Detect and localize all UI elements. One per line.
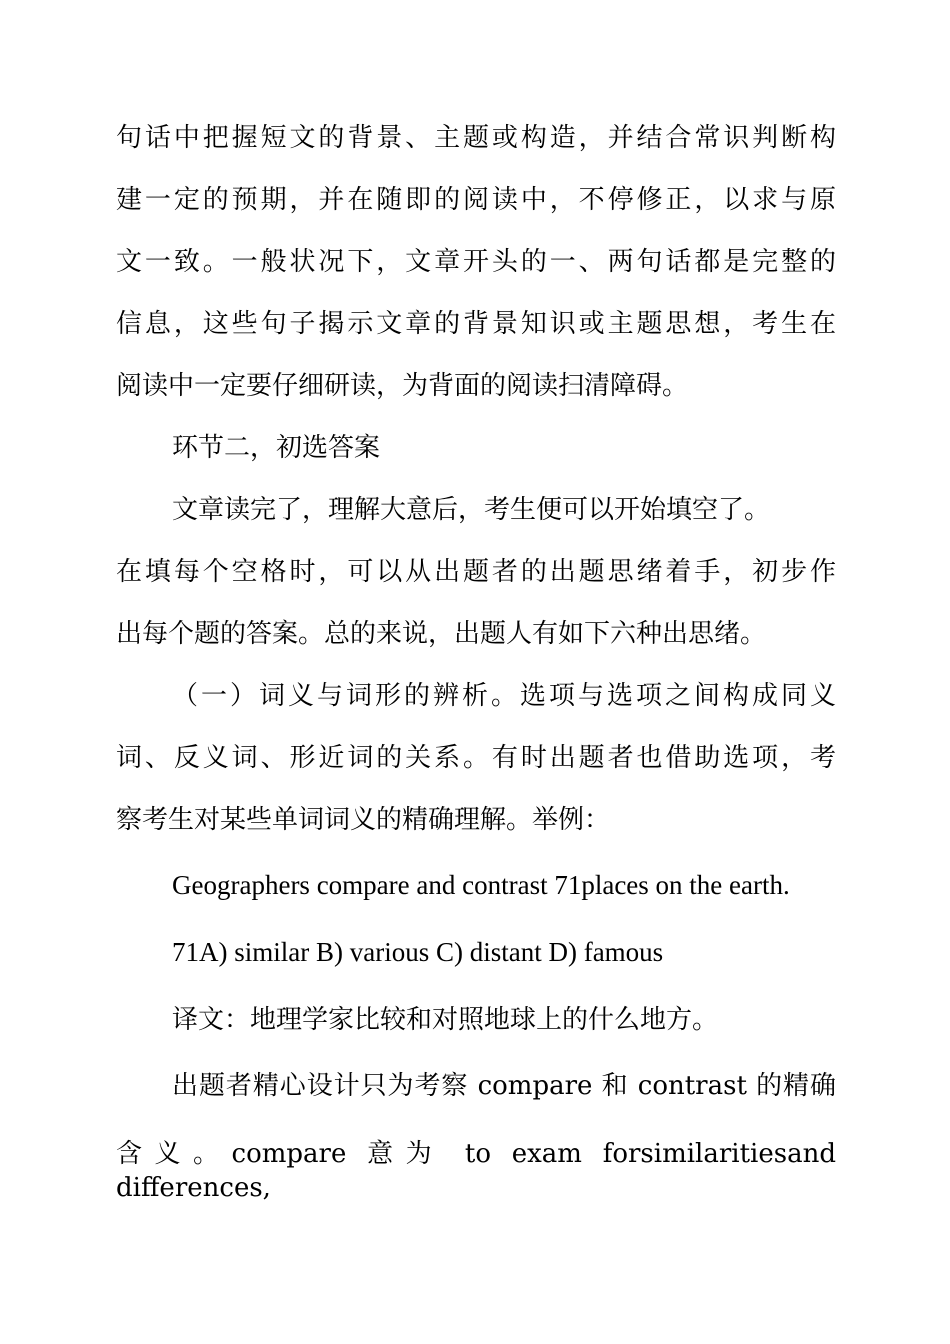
text-line-3: 文一致。一般状况下，文章开头的一、两句话都是完整的	[116, 247, 836, 277]
example-translation: 译文：地理学家比较和对照地球上的什么地方。	[172, 1005, 719, 1035]
text-line-16: 出题者精心设计只为考察 compare 和 contrast 的精确	[172, 1071, 836, 1101]
example-options: 71A) similar B) various C) distant D) famous	[172, 937, 664, 967]
subheading-word-meaning: （一）词义与词形的辨析。选项与选项之间构成同义	[172, 681, 836, 711]
text-line-1: 句话中把握短文的背景、主题或构造，并结合常识判断构	[116, 123, 836, 153]
text-line-9: 出每个题的答案。总的来说，出题人有如下六种出思绪。	[116, 619, 767, 649]
text-line-5: 阅读中一定要仔细研读，为背面的阅读扫清障碍。	[116, 371, 689, 401]
text-line-7: 文章读完了，理解大意后，考生便可以开始填空了。	[172, 495, 771, 525]
text-line-8: 在填每个空格时，可以从出题者的出题思绪着手，初步作	[116, 557, 836, 587]
example-sentence: Geographers compare and contrast 71places on the earth.	[172, 870, 790, 900]
text-line-4: 信息，这些句子揭示文章的背景知识或主题思想，考生在	[116, 309, 836, 339]
text-line-2: 建一定的预期，并在随即的阅读中，不停修正，以求与原	[116, 185, 836, 215]
text-line-11: 词、反义词、形近词的关系。有时出题者也借助选项，考	[116, 743, 836, 773]
text-line-17: 含义。compare 意为 to exam forsimilaritiesand differences,	[116, 1139, 836, 1203]
section-heading-step-two: 环节二，初选答案	[172, 433, 381, 463]
text-line-12: 察考生对某些单词词义的精确理解。举例：	[116, 805, 611, 835]
